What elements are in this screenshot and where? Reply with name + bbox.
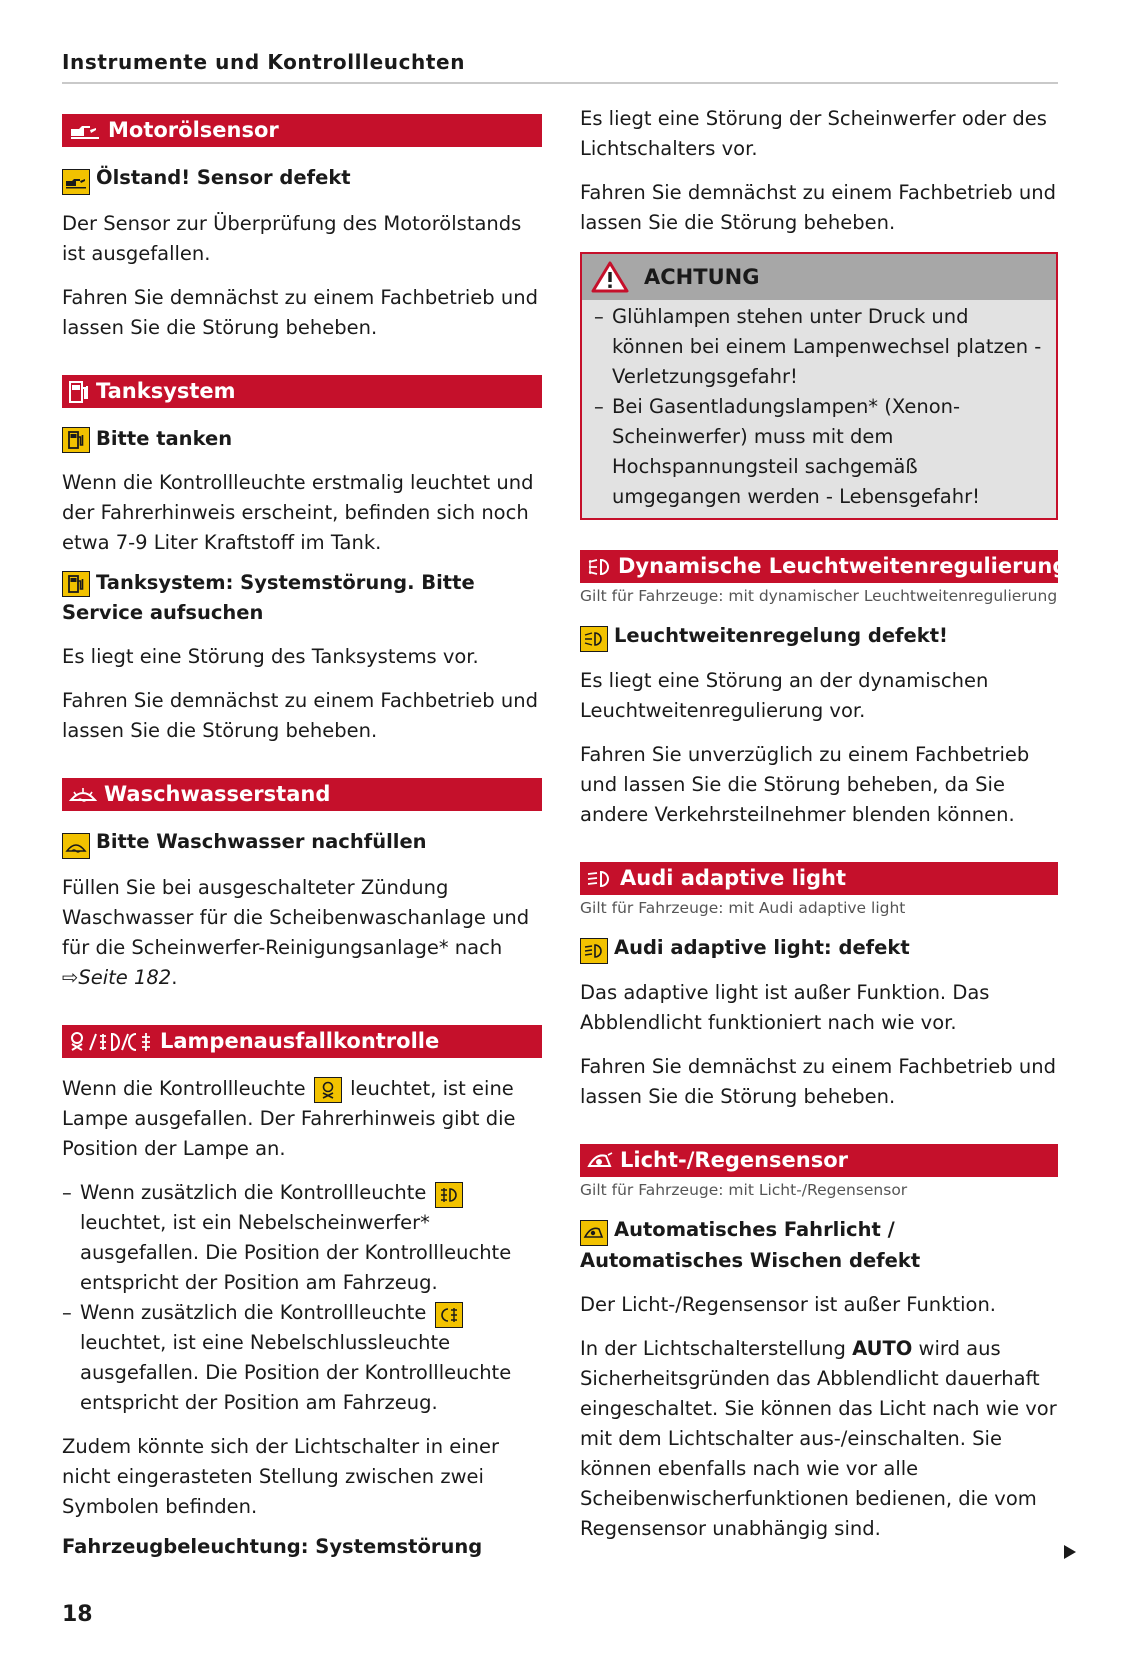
paragraph: Es liegt eine Störung an der dynamischen Leuchtweitenregulierung vor. [580,669,989,722]
paragraph: Fahren Sie demnächst zu einem Fachbetrieb und lassen Sie die Störung beheben. [62,689,538,742]
section-heading-washer [62,778,542,811]
section-heading-tank [62,375,542,408]
oil-can-icon [68,121,102,141]
section-heading-light-rain-sensor [580,1144,1058,1177]
applicability-note: Gilt für Fahrzeuge: mit dynamischer Leuchtweitenregulierung [580,587,1058,605]
bulb-failure-icon [314,1077,342,1103]
subheading: Ölstand! Sensor defekt [62,163,542,195]
paragraph: Der Sensor zur Überprüfung des Motorölstands ist ausgefallen. [62,212,522,265]
section-title: Dynamische Leuchtweitenregulierung [618,554,1068,578]
washer-fluid-icon [68,786,98,804]
list-item: – Wenn zusätzlich die Kontrollleuchte leuchtet, ist ein Nebelscheinwerfer* ausgefallen. Die Position der Kontrollleuchte entspricht der Position am Fahrzeug. [62,1178,542,1298]
applicability-note: Gilt für Fahrzeuge: mit Licht-/Regensensor [580,1181,908,1199]
paragraph: Fahren Sie demnächst zu einem Fachbetrieb und lassen Sie die Störung beheben. [580,1055,1056,1108]
section-heading-oil [62,114,542,147]
paragraph: Fahren Sie unverzüglich zu einem Fachbetrieb und lassen Sie die Störung beheben, da Sie andere Verkehrsteilnehmer blenden können. [580,743,1030,826]
paragraph: Wenn die Kontrollleuchte leuchtet, ist eine Lampe ausgefallen. Der Fahrerhinweis gibt die Position der Lampe an. [62,1077,516,1160]
fuel-pump-icon [62,571,90,597]
subheading: Automatisches Fahrlicht / Automatisches Wischen defekt [580,1218,921,1272]
paragraph: Füllen Sie bei ausgeschalteter Zündung Waschwasser für die Scheibenwaschanlage und für die Scheinwerfer-Reinigungsanlage* nach ⇨Seite 182. [62,876,530,989]
paragraph: Es liegt eine Störung der Scheinwerfer oder des Lichtschalters vor. [580,107,1047,160]
section-title: Motorölsensor [108,118,279,142]
page-title: Instrumente und Kontrollleuchten [62,50,466,74]
paragraph: Fahren Sie demnächst zu einem Fachbetrieb und lassen Sie die Störung beheben. [580,181,1056,234]
subheading: Audi adaptive light: defekt [580,933,1058,964]
list-item: – Wenn zusätzlich die Kontrollleuchte leuchtet, ist eine Nebelschlussleuchte ausgefallen. Die Position der Kontrollleuchte entspricht der Position am Fahrzeug. [62,1298,542,1418]
fuel-pump-icon [68,380,90,404]
rear-fog-light-icon [435,1302,463,1328]
paragraph: Fahren Sie demnächst zu einem Fachbetrieb und lassen Sie die Störung beheben. [62,286,538,339]
section-title: Audi adaptive light [620,866,847,890]
paragraph: In der Lichtschalterstellung AUTO wird aus Sicherheitsgründen das Abblendlicht dauerhaft eingeschaltet. Sie können das Licht nach wie vor mit dem Lichtschalter aus-/einschalten. Sie können ebenfalls nach wie vor alle Scheibenwischerfunktionen bedienen, die vom Regensensor unabhängig sind. [580,1337,1057,1540]
section-heading-dynamic-range [580,550,1068,583]
paragraph: Das adaptive light ist außer Funktion. Das Abblendlicht funktioniert nach wie vor. [580,981,990,1034]
section-title: Lampenausfallkontrolle [160,1029,440,1053]
paragraph: Wenn die Kontrollleuchte erstmalig leuchtet und der Fahrerhinweis erscheint, befinden sich noch etwa 7-9 Liter Kraftstoff im Tank. [62,471,534,554]
lamp-failure-icons [68,1030,154,1054]
next-page-arrow-icon[interactable] [1062,1544,1078,1564]
warning-item: – Glühlampen stehen unter Druck und können bei einem Lampenwechsel platzen - Verletzungsgefahr! [594,302,1042,392]
washer-fluid-icon [62,833,90,859]
light-rain-sensor-icon [586,1151,614,1171]
subheading: Leuchtweitenregelung defekt! [580,621,1058,652]
section-heading-adaptive-light [580,862,1058,895]
warning-item: – Bei Gasentladungslampen* (Xenon-Scheinwerfer) muss mit dem Hochspannungsteil sachgemäß umgegangen werden - Lebensgefahr! [594,392,1042,512]
subheading: Bitte Waschwasser nachfüllen [62,827,542,859]
headlight-range-icon [580,626,608,652]
paragraph: Der Licht-/Regensensor ist außer Funktion. [580,1293,997,1316]
left-column [62,114,542,1562]
warning-box [580,252,1058,520]
fuel-pump-icon [62,427,90,453]
warning-triangle-icon [590,260,630,294]
subheading: Bitte tanken [62,424,542,454]
header-rule [62,82,1058,84]
oil-can-icon [62,169,90,195]
page-header [62,50,1058,84]
right-column [580,107,1068,1544]
adaptive-light-icon [586,869,614,889]
section-title: Licht-/Regensensor [620,1148,849,1172]
page-reference-link[interactable]: Seite 182 [78,966,172,989]
page-number: 18 [62,1602,93,1627]
link-arrow-icon: ⇨ [62,966,79,989]
warning-heading [582,254,1056,300]
subheading: Tanksystem: Systemstörung. Bitte Service aufsuchen [62,571,475,624]
adaptive-light-icon [580,938,608,964]
warning-title: ACHTUNG [644,265,760,289]
section-title: Waschwasserstand [104,782,331,806]
headlight-range-icon [586,557,612,577]
subheading: Fahrzeugbeleuchtung: Systemstörung [62,1535,483,1558]
warning-body [582,300,1056,518]
paragraph: Es liegt eine Störung des Tanksystems vor. [62,645,479,668]
applicability-note: Gilt für Fahrzeuge: mit Audi adaptive light [580,899,906,917]
light-rain-sensor-icon [580,1220,608,1246]
paragraph: Zudem könnte sich der Lichtschalter in einer nicht eingerasteten Stellung zwischen zwei Symbolen befinden. [62,1435,500,1518]
section-heading-lamp [62,1025,542,1058]
fog-light-icon [435,1182,463,1208]
section-title: Tanksystem [96,379,236,403]
